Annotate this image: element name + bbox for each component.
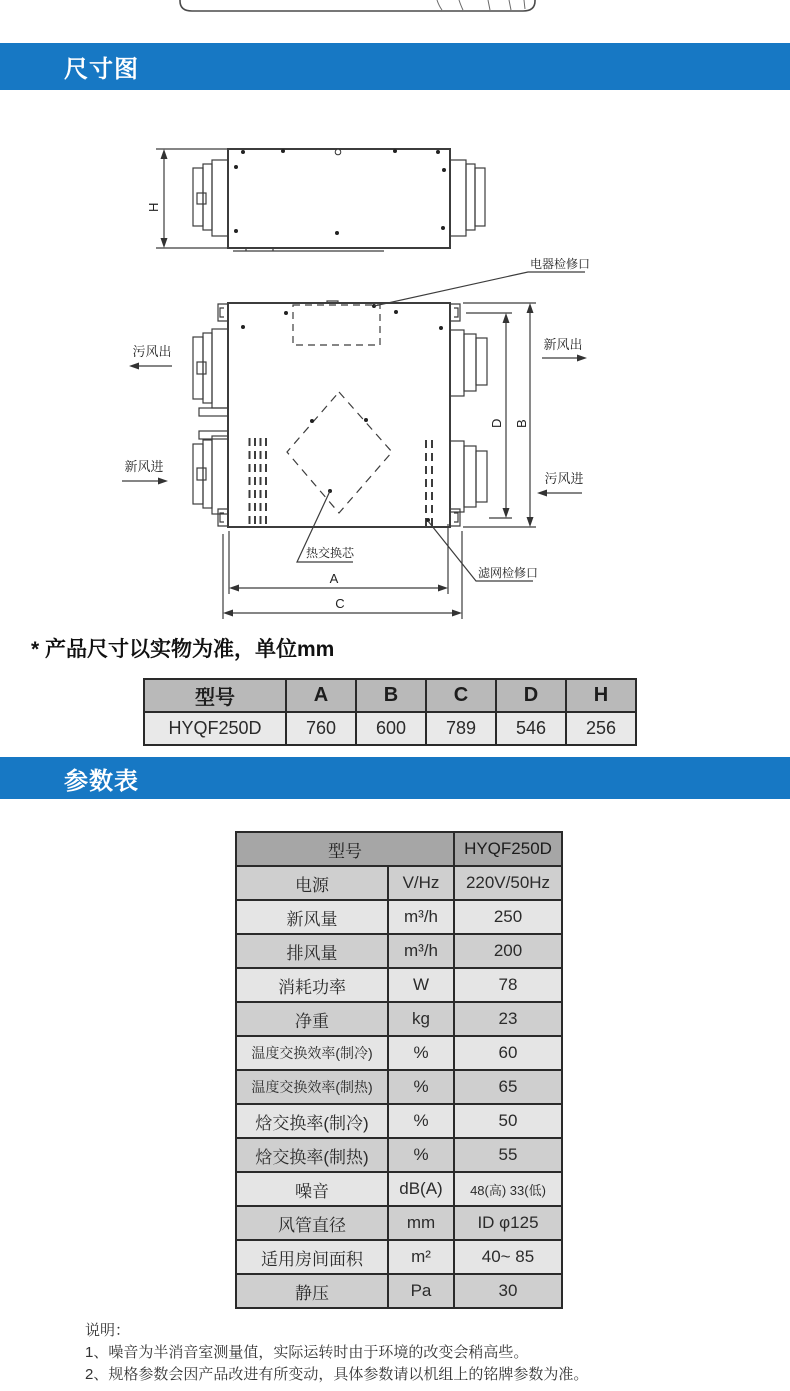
param-row-enthalpy-heating [236, 1138, 562, 1172]
param-row-duct-diameter [236, 1206, 562, 1240]
param-label: 静压 [236, 1274, 388, 1308]
param-value: 65 [454, 1070, 562, 1104]
electrical-access-panel [293, 305, 380, 345]
param-unit: m³/h [388, 934, 454, 968]
airflow-labels [122, 337, 587, 497]
footnote-item: 2、规格参数会因产品改进有所变动，具体参数请以机组上的铭牌参数为准。 [85, 1366, 589, 1383]
dim-label-b: B [514, 419, 529, 428]
size-disclaimer-note: * 产品尺寸以实物为准，单位mm [31, 638, 335, 661]
heat-exchange-core-label: 热交换芯 [306, 546, 355, 560]
param-unit: % [388, 1104, 454, 1138]
dim-label-d: D [489, 418, 504, 428]
param-unit: m² [388, 1240, 454, 1274]
param-row-power [236, 866, 562, 900]
dim-label-c: C [335, 596, 345, 611]
section-title-dimensions: 尺寸图 [64, 56, 139, 83]
dim-header-h: H [566, 679, 636, 712]
dimension-table-header-row [144, 679, 636, 712]
param-unit: V/Hz [388, 866, 454, 900]
param-value: 78 [454, 968, 562, 1002]
parameter-table [235, 831, 563, 1309]
dimension-table-value-row [144, 712, 636, 745]
param-row-power-consumption [236, 968, 562, 1002]
param-value: 30 [454, 1274, 562, 1308]
dim-value-d: 546 [496, 712, 566, 745]
top-view [146, 149, 485, 251]
footnotes-title: 说明： [85, 1322, 131, 1339]
param-value: 60 [454, 1036, 562, 1070]
param-unit: % [388, 1070, 454, 1104]
section-title-parameters: 参数表 [64, 767, 139, 795]
param-label: 适用房间面积 [236, 1240, 388, 1274]
dim-value-b: 600 [356, 712, 426, 745]
dim-value-h: 256 [566, 712, 636, 745]
param-row-noise [236, 1172, 562, 1206]
param-unit: % [388, 1138, 454, 1172]
footnote-item: 1、噪音为半消音室测量值，实际运转时由于环境的改变会稍高些。 [85, 1344, 529, 1361]
param-unit: Pa [388, 1274, 454, 1308]
dim-header-model: 型号 [144, 679, 286, 712]
electrical-access-label: 电器检修口 [530, 257, 591, 271]
param-label: 噪音 [236, 1172, 388, 1206]
param-row-enthalpy-cooling [236, 1104, 562, 1138]
dimension-diagram [0, 118, 790, 633]
param-label: 净重 [236, 1002, 388, 1036]
dim-header-b: B [356, 679, 426, 712]
param-row-room-area [236, 1240, 562, 1274]
fresh-air-out-label: 新风出 [543, 337, 583, 352]
param-label: 焓交换率(制冷) [236, 1104, 388, 1138]
param-unit: W [388, 968, 454, 1002]
dirty-air-in-label: 污风进 [544, 471, 584, 486]
param-label: 焓交换率(制热) [236, 1138, 388, 1172]
param-row-fresh-airflow [236, 900, 562, 934]
param-header-model-value: HYQF250D [454, 832, 562, 866]
param-value: 48(高) 33(低) [454, 1172, 562, 1206]
dim-label-a: A [329, 571, 339, 586]
param-label: 温度交换效率(制冷) [236, 1036, 388, 1070]
param-label: 排风量 [236, 934, 388, 968]
param-unit: % [388, 1036, 454, 1070]
param-label: 温度交换效率(制热) [236, 1070, 388, 1104]
dim-header-c: C [426, 679, 496, 712]
front-view [193, 301, 487, 527]
dim-header-a: A [286, 679, 356, 712]
param-header-model-label: 型号 [236, 832, 454, 866]
param-row-temp-efficiency-cooling [236, 1036, 562, 1070]
param-unit: dB(A) [388, 1172, 454, 1206]
dim-header-d: D [496, 679, 566, 712]
filter-strips-left [250, 438, 267, 526]
heat-exchange-core-outline [287, 392, 392, 513]
dim-value-a: 760 [286, 712, 356, 745]
param-header-row [236, 832, 562, 866]
param-label: 电源 [236, 866, 388, 900]
fresh-air-in-label: 新风进 [124, 459, 164, 474]
dimension-table [143, 678, 637, 746]
leader-callouts [297, 256, 590, 581]
param-value: 200 [454, 934, 562, 968]
dirty-air-out-label: 污风出 [132, 344, 172, 359]
param-value: 250 [454, 900, 562, 934]
dim-value-c: 789 [426, 712, 496, 745]
param-value: 55 [454, 1138, 562, 1172]
section-bar-parameters [0, 757, 790, 799]
param-row-temp-efficiency-heating [236, 1070, 562, 1104]
param-label: 消耗功率 [236, 968, 388, 1002]
param-unit: m³/h [388, 900, 454, 934]
dim-value-model: HYQF250D [144, 712, 286, 745]
param-row-exhaust-airflow [236, 934, 562, 968]
param-value: ID φ125 [454, 1206, 562, 1240]
section-bar-dimensions [0, 43, 790, 90]
param-value: 23 [454, 1002, 562, 1036]
dim-label-h: H [146, 202, 161, 212]
param-value: 50 [454, 1104, 562, 1138]
footnotes [85, 1320, 588, 1386]
filter-strips-right [426, 440, 432, 527]
param-row-static-pressure [236, 1274, 562, 1308]
param-row-net-weight [236, 1002, 562, 1036]
param-unit: mm [388, 1206, 454, 1240]
param-label: 新风量 [236, 900, 388, 934]
param-value: 40~ 85 [454, 1240, 562, 1274]
param-unit: kg [388, 1002, 454, 1036]
cropped-product-image [0, 0, 790, 32]
param-value: 220V/50Hz [454, 866, 562, 900]
filter-access-label: 滤网检修口 [478, 566, 539, 580]
param-label: 风管直径 [236, 1206, 388, 1240]
